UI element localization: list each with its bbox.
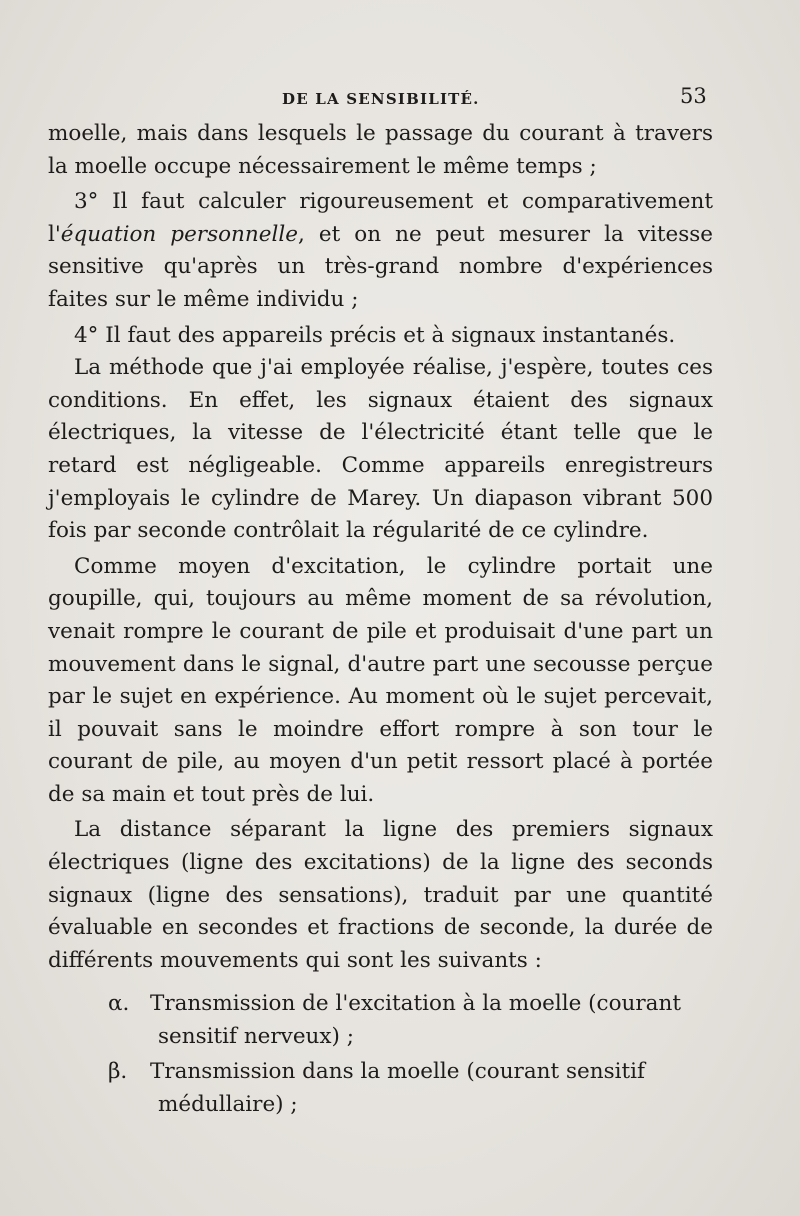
list-item <box>108 988 718 1053</box>
body-text <box>48 118 713 977</box>
paragraph-continuation: moelle, mais dans lesquels le passage du courant à travers la moelle occupe nécessairement le même temps ; <box>48 121 713 179</box>
list-item-text <box>150 988 718 1053</box>
list-item-line-2: médullaire) ; <box>158 1091 298 1117</box>
list-item-line-2: sensitif nerveux) ; <box>158 1023 354 1049</box>
point-3-text-end: , et on ne peut mesurer la vitesse sensitive qu'après un très-grand nombre d'expériences faites sur le même individu ; <box>48 221 713 312</box>
list-item <box>108 1056 718 1121</box>
paragraph-excitation: Comme moyen d'excitation, le cylindre portait une goupille, qui, toujours au même moment de sa révolution, venait rompre le courant de pile et produisait d'une part un mouvement dans le signal, d'autre part une secousse perçue par le sujet en expérience. Au moment où le sujet percevait, il pouvait sans le moindre effort rompre à son tour le courant de pile, au moyen d'un petit ressort placé à portée de sa main et tout près de lui. <box>48 553 713 807</box>
paragraph-point-4: 4° Il faut des appareils précis et à signaux instantanés. <box>74 322 676 348</box>
list-item-line-1: Transmission dans la moelle (courant sensitif <box>150 1059 645 1085</box>
list-marker: α. <box>108 991 130 1016</box>
paragraph-point-3 <box>48 186 713 316</box>
paragraph-method: La méthode que j'ai employée réalise, j'espère, toutes ces conditions. En effet, les signaux étaient des signaux électriques, la vitesse de l'électricité étant telle que le retard est négligeable. Comme appareils enregistreurs j'employais le cylindre de Marey. Un diapason vibrant 500 fois par seconde contrôlait la régularité de ce cylindre. <box>48 355 713 544</box>
running-title: DE LA SENSIBILITÉ. <box>282 90 480 108</box>
movement-list <box>108 988 718 1124</box>
italic-term: équation personnelle <box>60 221 298 247</box>
list-marker: β. <box>108 1059 128 1085</box>
page-number: 53 <box>680 84 707 108</box>
point-3-text-start: 3° Il faut calculer rigoureusement et comparativement l' <box>48 189 713 247</box>
paragraph-distance: La distance séparant la ligne des premiers signaux électriques (ligne des excitations) de la ligne des seconds signaux (ligne des sensations), traduit par une quantité évaluable en secondes et fractions de seconde, la durée de différents mouvements qui sont les suivants : <box>48 817 713 973</box>
list-item-line-1: Transmission de l'excitation à la moelle (courant <box>150 991 681 1016</box>
page-header <box>0 84 800 114</box>
list-item-text <box>150 1056 718 1121</box>
